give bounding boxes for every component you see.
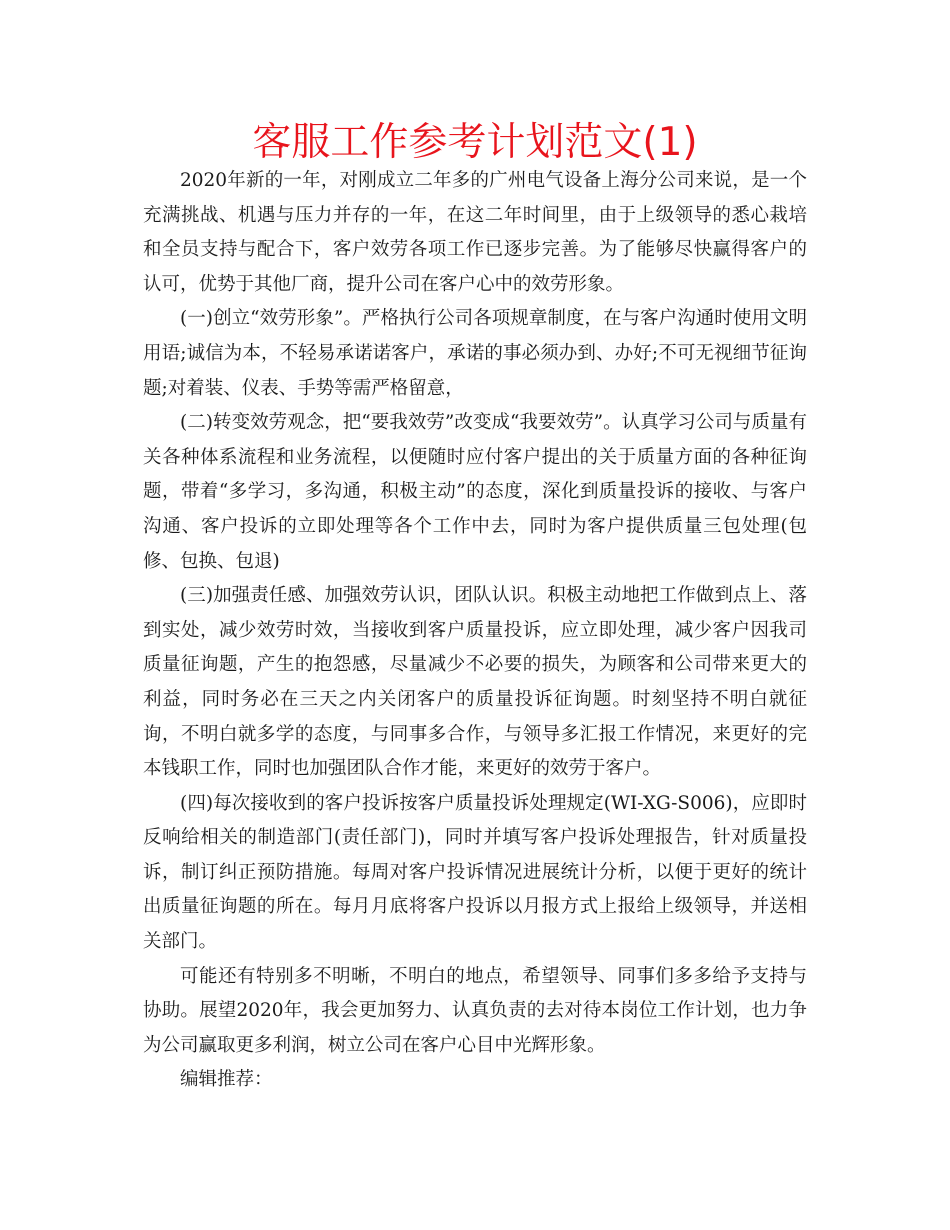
paragraph-conclusion: 可能还有特别多不明晰，不明白的地点，希望领导、同事们多多给予支持与协助。展望2020年，我会更加努力、认真负责的去对待本岗位工作计划，也力争为公司赢取更多利润，树立公司在客户心目中光辉形象。	[143, 965, 807, 1056]
paragraph-editor-recommendation: 编辑推荐：	[180, 1069, 273, 1091]
paragraph-section-3: (三)加强责任感、加强效劳认识，团队认识。积极主动地把工作做到点上、落到实处，减少效劳时效，当接收到客户质量投诉，应立即处理，减少客户因我司质量征询题，产生的抱怨感，尽量减少不必要的损失，为顾客和公司带来更大的利益，同时务必在三天之内关闭客户的质量投诉征询题。时刻坚持不明白就征询，不明白就多学的态度，与同事多合作，与领导多汇报工作情况，来更好的完本钱职工作，同时也加强团队合作才能，来更好的效劳于客户。	[143, 585, 807, 780]
document-title: 客服工作参考计划范文(1)	[252, 120, 698, 165]
document-body	[143, 164, 807, 1098]
paragraph-intro: 2020年新的一年，对刚成立二年多的广州电气设备上海分公司来说，是一个充满挑战、机遇与压力并存的一年，在这二年时间里，由于上级领导的悉心栽培和全员支持与配合下，客户效劳各项工作已逐步完善。为了能够尽快赢得客户的认可，优势于其他厂商，提升公司在客户心中的效劳形象。	[143, 170, 807, 295]
paragraph-section-2: (二)转变效劳观念，把“要我效劳”改变成“我要效劳”。认真学习公司与质量有关各种体系流程和业务流程，以便随时应付客户提出的关于质量方面的各种征询题，带着“多学习，多沟通，积极主动”的态度，深化到质量投诉的接收、与客户沟通、客户投诉的立即处理等各个工作中去，同时为客户提供质量三包处理(包修、包换、包退)	[143, 412, 807, 572]
paragraph-section-1: (一)创立“效劳形象”。严格执行公司各项规章制度，在与客户沟通时使用文明用语;诚信为本，不轻易承诺诺客户，承诺的事必须办到、办好;不可无视细节征询题;对着装、仪表、手势等需严格留意，	[143, 308, 807, 399]
paragraph-section-4: (四)每次接收到的客户投诉按客户质量投诉处理规定(WI-XG-S006)，应即时反响给相关的制造部门(责任部门)，同时并填写客户投诉处理报告，针对质量投诉，制订纠正预防措施。每周对客户投诉情况进展统计分析，以便于更好的统计出质量征询题的所在。每月月底将客户投诉以月报方式上报给上级领导，并送相关部门。	[143, 792, 807, 953]
